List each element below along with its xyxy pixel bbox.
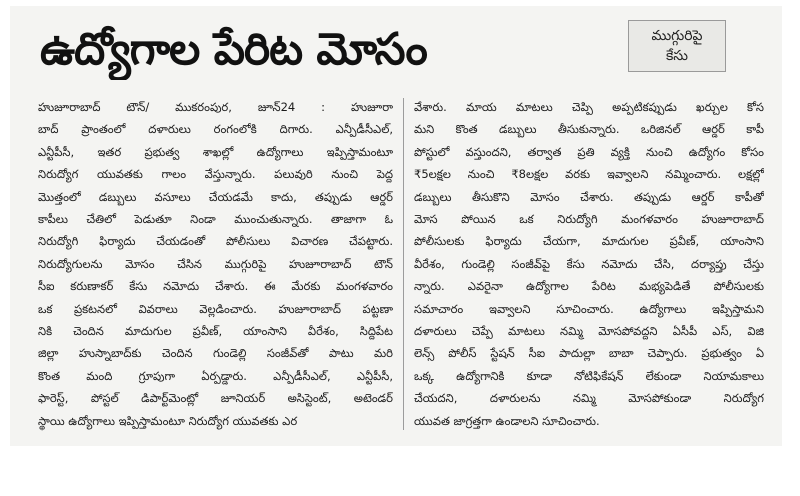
- column-1-line: ఫారెస్ట్, పోస్టల్ డిపార్ట్‌మెంట్లో జూనియర్ అసిస్టెంట్, అటెండర్: [38, 391, 393, 406]
- column-1-line: నికి చెందిన మాదుగుల ప్రవీణ్, యాంసాని వీరేశం, సిద్దిపేట: [38, 324, 393, 339]
- article-column-2: [414, 96, 764, 442]
- column-1-line: కొంత మంది గ్రూపుగా ఏర్పడ్డారు. ఎన్పీడీసీఎల్, ఎన్టీపీసీ,: [38, 368, 393, 383]
- column-2-line: వీరేశం, గుండెల్లి సంజీవ్‌పై కేసు నమోదు చేసి, దర్యాప్తు చేస్తు: [414, 256, 764, 271]
- column-1-line: నిరుద్యోగులను మోసం చేసిన ముగ్గురిపై హుజూరాబాద్ టౌన్: [38, 256, 393, 271]
- column-1-line: స్థాయి ఉద్యోగాలు ఇప్పిస్తామంటూ నిరుద్యోగ యువతకు ఎర: [38, 413, 298, 428]
- column-2-line: వేశారు. మాయ మాటలు చెప్పి అప్పటికప్పుడు ఖర్చుల కోస: [414, 100, 764, 114]
- column-2-line: ₹5లక్షల నుంచి ₹8లక్షల వరకు ఇవ్వాలని నమ్మించారు. లక్షల్లో: [414, 167, 764, 182]
- headline: ఉద్యోగాల పేరిట మోసం: [40, 24, 427, 75]
- column-2-line: దళారులు చెప్పే మాటలు నమ్మి మోసపోవద్దని ఏసీపీ ఎస్, విజి: [414, 324, 764, 339]
- column-2-line: ఒక్క ఉద్యోగానికి కూడా నోటిఫికేషన్ లేకుండా నియామకాలు: [414, 368, 764, 383]
- column-divider: [403, 98, 404, 430]
- column-2-line: మని కొంత డబ్బులు తీసుకున్నారు. ఒరిజినల్ ఆర్డర్ కాపీ: [414, 122, 764, 137]
- column-1-line: కాపీలు చేతిలో పెడుతూ నిండా ముంచుతున్నారు. తాజాగా ఓ: [38, 212, 393, 227]
- column-1-line: ఎన్టీపీసీ, ఇతర ప్రభుత్వ శాఖల్లో ఉద్యోగాలు ఇప్పిస్తామంటూ: [38, 144, 393, 159]
- column-1-line: బాద్ ప్రాంతంలో దళారులు రంగంలోకి దిగారు. ఎన్పీడీసీఎల్,: [38, 122, 393, 137]
- column-1-line: సీఐ కరుణాకర్ కేసు నమోదు చేశారు. ఈ మేరకు మంగళవారం: [38, 279, 393, 294]
- column-1-line: ఒక ప్రకటనలో వివరాలు వెల్లడించారు. హుజూరాబాద్ పట్టణా: [38, 301, 393, 316]
- column-2-line: మోస పోయిన ఒక నిరుద్యోగి మంగళవారం హుజూరాబాద్: [414, 212, 764, 227]
- article-column-1: [38, 96, 393, 428]
- column-2-line: చేయదని, దళారులను నమ్మి మోసపోకుండా నిరుద్యోగ: [414, 391, 764, 406]
- column-2-line: యువత జాగ్రత్తగా ఉండాలని సూచించారు.: [414, 413, 600, 428]
- column-1-line: జిల్లా హుస్నాబాద్‌కు చెందిన గుండెల్లి సంజీవ్‌తో పాటు మరి: [38, 346, 393, 361]
- column-2-line: పోలీసులకు ఫిర్యాదు చేయగా, మాదుగుల ప్రవీణ్, యాంసాని: [414, 234, 764, 249]
- deck-box: [628, 20, 726, 72]
- column-1-line: నిరుద్యోగ యువతకు గాలం వేస్తున్నారు. పలువురి నుంచి పెద్ద: [38, 167, 393, 182]
- column-1-line: నిరుద్యోగి ఫిర్యాదు చేయడంతో పోలీసులు విచారణ చేపట్టారు.: [38, 234, 393, 249]
- column-2-line: న్నారు. ఎవరైనా ఉద్యోగాల పేరిట మభ్యపెడితే పోలీసులకు: [414, 279, 764, 294]
- column-2-line: డబ్బులు తీసుకొని మోసం చేశారు. తప్పుడు ఆర్డర్ కాపీతో: [414, 189, 764, 204]
- column-2-line: సమాచారం ఇవ్వాలని సూచించారు. ఉద్యోగాలు ఇప్పిస్తామని: [414, 301, 764, 316]
- column-2-line: లెన్స్ పోలీస్ స్టేషన్ సీఐ పాదుల్లా బాబా చెప్పారు. ప్రభుత్వం ఏ: [414, 346, 764, 361]
- deck-line-2: కేసు: [666, 48, 688, 64]
- column-2-line: పోస్టులో వస్తుందని, తర్వాత ప్రతి వ్యక్తి నుంచి ఉద్యోగం కోసం: [414, 144, 764, 159]
- deck-line-1: ముగ్గురిపై: [651, 28, 703, 44]
- column-1-line: మొత్తంలో డబ్బులు వసూలు చేయడమే కాదు, తప్పుడు ఆర్డర్: [38, 189, 393, 204]
- column-1-line: హుజూరాబాద్ టౌన్/ ముకరంపుర, జూన్24 : హుజూరా: [38, 100, 393, 114]
